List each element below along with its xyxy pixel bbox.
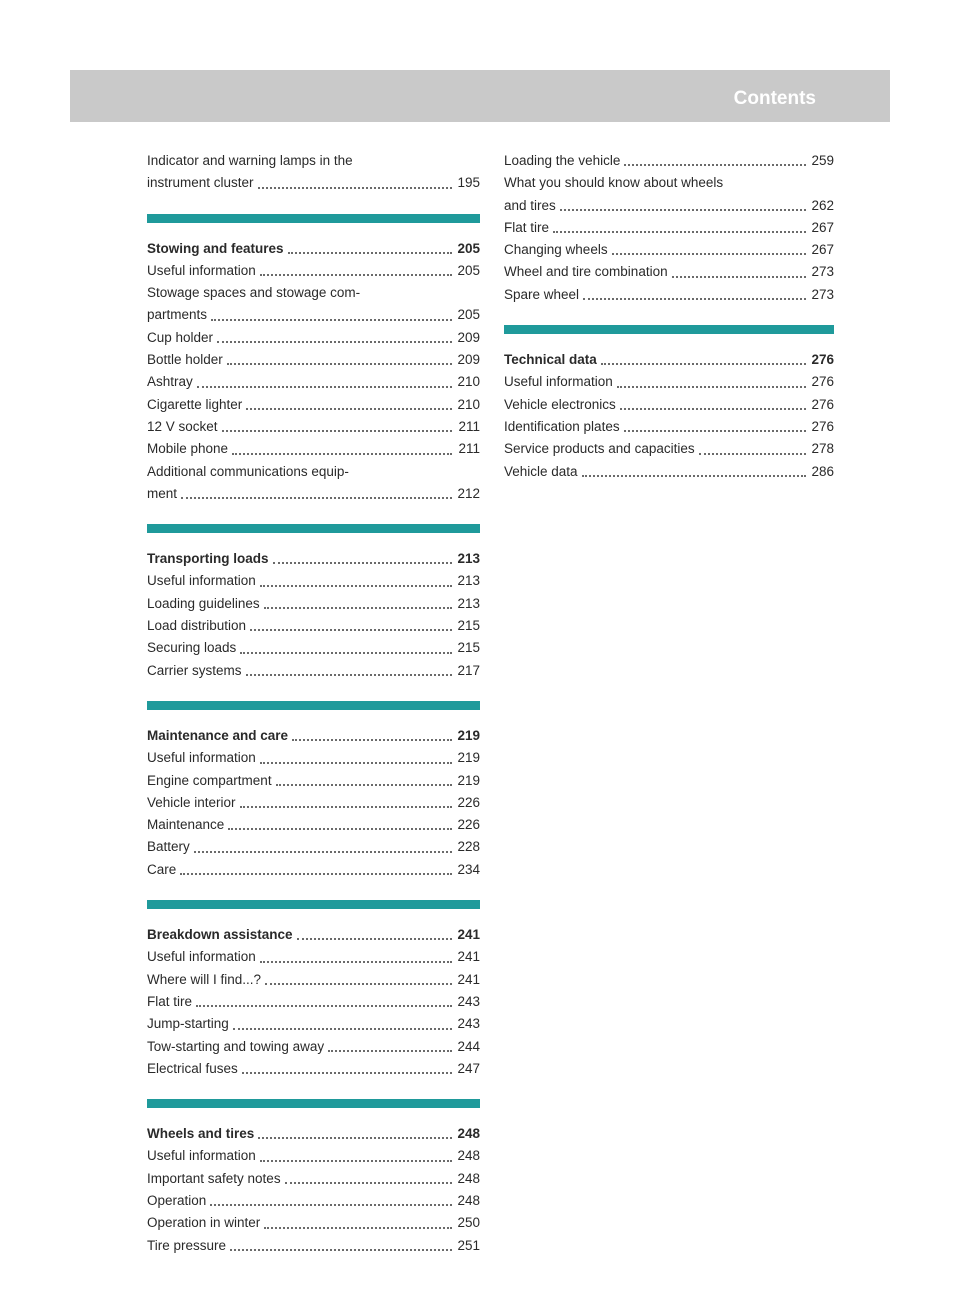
toc-entry[interactable]: [147, 792, 480, 814]
toc-entry[interactable]: [147, 260, 480, 282]
section-heading[interactable]: [147, 725, 480, 747]
dot-leader: [601, 362, 806, 365]
section-heading-page: 241: [457, 927, 480, 943]
toc-entry[interactable]: [147, 1168, 480, 1190]
dot-leader: [273, 561, 452, 564]
toc-entry-label: Engine compartment: [147, 772, 272, 788]
toc-entry-page: 234: [457, 861, 480, 877]
intro-entry-block: [147, 150, 480, 195]
toc-entry-page: 248: [457, 1192, 480, 1208]
toc-section: [504, 325, 834, 483]
dot-leader: [258, 186, 452, 189]
toc-entry-page: 267: [811, 219, 834, 235]
dot-leader: [612, 252, 806, 255]
toc-entry-page: 219: [457, 772, 480, 788]
toc-entry-label: Load distribution: [147, 618, 247, 634]
toc-entry-page: 212: [457, 485, 480, 501]
dot-leader: [240, 651, 452, 654]
toc-entry-label: Important safety notes: [147, 1170, 281, 1186]
section-body: [147, 533, 480, 682]
toc-entry-label: Carrier systems: [147, 662, 242, 678]
toc-entry-page: 250: [457, 1215, 480, 1231]
toc-entry-label: Mobile phone: [147, 441, 229, 457]
section-rule: [504, 325, 834, 334]
toc-entry-label: Electrical fuses: [147, 1060, 238, 1076]
section-body: [147, 909, 480, 1080]
toc-entry-page: 247: [457, 1060, 480, 1076]
dot-leader: [181, 496, 452, 499]
toc-entry[interactable]: [147, 1036, 480, 1058]
toc-entry[interactable]: [504, 217, 834, 239]
dot-leader: [620, 407, 806, 410]
dot-leader: [230, 1248, 452, 1251]
section-heading-label: Maintenance and care: [147, 727, 289, 743]
toc-entry-label: 12 V socket: [147, 418, 218, 434]
toc-entry-page: 286: [811, 463, 834, 479]
toc-entry-label: Flat tire: [147, 993, 193, 1009]
dot-leader: [246, 673, 452, 676]
dot-leader: [260, 1159, 452, 1162]
toc-entry[interactable]: [147, 637, 480, 659]
toc-entry[interactable]: [504, 195, 834, 217]
section-rule: [147, 524, 480, 533]
dot-leader: [297, 937, 452, 940]
toc-entry-label: Cigarette lighter: [147, 396, 243, 412]
toc-entry-label: Jump-starting: [147, 1016, 229, 1032]
toc-entry[interactable]: [147, 946, 480, 968]
dot-leader: [227, 362, 452, 365]
toc-entry[interactable]: [147, 1013, 480, 1035]
toc-entry-page: 215: [457, 618, 480, 634]
toc-entry-page: 276: [811, 396, 834, 412]
toc-section: [147, 1099, 480, 1257]
contents-column-left: [147, 150, 480, 1276]
dot-leader: [246, 407, 452, 410]
section-heading-page: 276: [811, 352, 834, 368]
toc-entry-label: Tire pressure: [147, 1237, 227, 1253]
toc-entry-page: 209: [457, 329, 480, 345]
dot-leader: [210, 1203, 452, 1206]
dot-leader: [194, 850, 452, 853]
section-heading-label: Breakdown assistance: [147, 927, 293, 943]
toc-entry-label: Where will I find...?: [147, 971, 262, 987]
toc-entry-continuation: Indicator and warning lamps in the: [147, 153, 353, 168]
toc-entry[interactable]: [147, 1145, 480, 1167]
toc-section: [147, 214, 480, 506]
section-body: [147, 223, 480, 506]
dot-leader: [222, 429, 452, 432]
section-heading-page: 213: [457, 551, 480, 567]
toc-entry[interactable]: [147, 483, 480, 505]
dot-leader: [211, 318, 452, 321]
toc-entry[interactable]: [504, 438, 834, 460]
toc-entry[interactable]: [504, 261, 834, 283]
dot-leader: [250, 628, 452, 631]
toc-entry[interactable]: [147, 349, 480, 371]
toc-entry-label: instrument cluster: [147, 175, 254, 191]
section-body: [147, 710, 480, 881]
toc-entry-page: 244: [457, 1038, 480, 1054]
section-rule: [147, 701, 480, 710]
toc-entry[interactable]: [147, 859, 480, 881]
toc-entry[interactable]: [147, 660, 480, 682]
dot-leader: [265, 982, 452, 985]
toc-entry-label: Operation: [147, 1192, 207, 1208]
toc-entry-page: 211: [458, 418, 480, 434]
toc-entry[interactable]: [147, 1235, 480, 1257]
dot-leader: [288, 251, 452, 254]
section-heading-label: Transporting loads: [147, 551, 269, 567]
dot-leader: [553, 230, 806, 233]
toc-entry-page: 248: [457, 1170, 480, 1186]
section-heading-label: Wheels and tires: [147, 1126, 255, 1142]
toc-entry[interactable]: [147, 327, 480, 349]
dot-leader: [276, 783, 452, 786]
toc-entry-label: Spare wheel: [504, 286, 580, 302]
dot-leader: [260, 584, 452, 587]
toc-entry-page: 195: [457, 175, 480, 191]
toc-entry-page: 276: [811, 418, 834, 434]
toc-entry-label: Vehicle interior: [147, 794, 236, 810]
toc-entry-label: Battery: [147, 839, 190, 855]
toc-entry[interactable]: [147, 991, 480, 1013]
section-body: [147, 1108, 480, 1257]
dot-leader: [264, 1226, 452, 1229]
section-rule: [147, 214, 480, 223]
dot-leader: [233, 1027, 452, 1030]
section-heading-label: Stowing and features: [147, 240, 284, 256]
dot-leader: [285, 1181, 452, 1184]
toc-entry-continuation: What you should know about wheels: [504, 175, 724, 191]
toc-entry-label: Vehicle data: [504, 463, 578, 479]
toc-entry-page: 217: [457, 662, 480, 678]
toc-entry-page: 243: [457, 1016, 480, 1032]
section-body: [504, 334, 834, 483]
dot-leader: [328, 1049, 452, 1052]
toc-entry[interactable]: [147, 1190, 480, 1212]
toc-entry-continuation: Stowage spaces and stowage com-: [147, 285, 361, 301]
dot-leader: [617, 385, 806, 388]
toc-entry-page: 209: [457, 352, 480, 368]
toc-entry[interactable]: [147, 615, 480, 637]
toc-entry-page: 205: [457, 307, 480, 323]
toc-entry-page: 205: [457, 262, 480, 278]
toc-entry[interactable]: [147, 593, 480, 615]
toc-entry-page: 276: [811, 374, 834, 390]
section-rule: [147, 900, 480, 909]
dot-leader: [242, 1071, 452, 1074]
toc-entry-page: 226: [457, 817, 480, 833]
toc-entry-label: and tires: [504, 197, 556, 213]
toc-entry[interactable]: [147, 969, 480, 991]
toc-entry[interactable]: [504, 461, 834, 483]
toc-entry[interactable]: [147, 304, 480, 326]
toc-entry-page: 210: [457, 396, 480, 412]
section-heading-page: 248: [457, 1126, 480, 1142]
toc-entry-page: 241: [457, 949, 480, 965]
toc-entry[interactable]: [504, 394, 834, 416]
toc-entry-label: Flat tire: [504, 219, 550, 235]
toc-entry-label: Useful information: [504, 374, 613, 390]
dot-leader: [292, 738, 452, 741]
toc-entry-label: Useful information: [147, 750, 256, 766]
toc-entry-page: 241: [457, 971, 480, 987]
toc-entry[interactable]: [147, 394, 480, 416]
toc-entry-label: Changing wheels: [504, 242, 608, 258]
toc-entry-page: 278: [811, 441, 834, 457]
toc-entry-label: Ashtray: [147, 374, 193, 390]
dot-leader: [258, 1136, 452, 1139]
dot-leader: [672, 275, 806, 278]
toc-entry-label: Loading guidelines: [147, 595, 260, 611]
dot-leader: [624, 429, 806, 432]
toc-entry[interactable]: [147, 438, 480, 460]
dot-leader: [260, 273, 452, 276]
dot-leader: [260, 761, 452, 764]
toc-entry-page: 211: [458, 441, 480, 457]
toc-entry-page: 262: [811, 197, 834, 213]
section-heading[interactable]: [147, 548, 480, 570]
dot-leader: [196, 1004, 452, 1007]
toc-entry-label: Useful information: [147, 573, 256, 589]
dot-leader: [582, 474, 806, 477]
toc-entry[interactable]: [147, 770, 480, 792]
toc-entry[interactable]: [147, 1212, 480, 1234]
toc-entry[interactable]: [504, 416, 834, 438]
toc-entry-page: 273: [811, 264, 834, 280]
toc-entry[interactable]: [504, 284, 834, 306]
toc-entry-page: 213: [457, 595, 480, 611]
toc-entry-page: 228: [457, 839, 480, 855]
toc-entry-label: partments: [147, 307, 208, 323]
toc-entry-continuation: Additional communications equip-: [147, 463, 349, 479]
toc-entry-label: Wheel and tire combination: [504, 264, 668, 280]
toc-entry-label: Bottle holder: [147, 352, 223, 368]
toc-entry[interactable]: [147, 416, 480, 438]
toc-entry-label: Maintenance: [147, 817, 225, 833]
dot-leader: [560, 208, 806, 211]
toc-entry[interactable]: [147, 814, 480, 836]
toc-entry[interactable]: [147, 747, 480, 769]
toc-section: [147, 524, 480, 682]
dot-leader: [228, 827, 452, 830]
contents-column-right: [504, 150, 834, 502]
header-bar: [70, 70, 938, 122]
toc-entry-label: Cup holder: [147, 329, 214, 345]
dot-leader: [260, 960, 452, 963]
section-heading[interactable]: [147, 1123, 480, 1145]
section-rule: [147, 1099, 480, 1108]
section-heading[interactable]: [147, 238, 480, 260]
toc-entry-page: 259: [811, 153, 834, 168]
dot-leader: [217, 340, 452, 343]
header-title: Contents: [733, 88, 816, 109]
toc-section: [147, 900, 480, 1080]
toc-entry[interactable]: [147, 371, 480, 393]
dot-leader: [232, 452, 452, 455]
section-heading-page: 219: [457, 727, 480, 743]
toc-entry-page: 215: [457, 640, 480, 656]
toc-entry-page: 273: [811, 286, 834, 302]
toc-entry-page: 213: [457, 573, 480, 589]
toc-entry-page: 219: [457, 750, 480, 766]
toc-entry-page: 248: [457, 1148, 480, 1164]
toc-entry-label: Care: [147, 861, 177, 877]
toc-entry-label: Securing loads: [147, 640, 237, 656]
toc-entry-label: Operation in winter: [147, 1215, 261, 1231]
toc-section: [147, 701, 480, 881]
toc-entry-label: Vehicle electronics: [504, 396, 616, 412]
toc-entry[interactable]: [147, 172, 480, 194]
dot-leader: [197, 385, 452, 388]
toc-entry[interactable]: [147, 836, 480, 858]
toc-entry[interactable]: [504, 150, 834, 172]
toc-entry-label: Loading the vehicle: [504, 153, 621, 168]
right-top-entry-block: [504, 150, 834, 306]
toc-entry-label: Tow-starting and towing away: [147, 1038, 325, 1054]
toc-entry-label: Useful information: [147, 262, 256, 278]
toc-entry-page: 210: [457, 374, 480, 390]
toc-entry[interactable]: [147, 1058, 480, 1080]
toc-entry-label: Useful information: [147, 949, 256, 965]
dot-leader: [264, 606, 452, 609]
toc-entry-label: Service products and capacities: [504, 441, 695, 457]
toc-entry-page: 226: [457, 794, 480, 810]
toc-entry-label: Useful information: [147, 1148, 256, 1164]
section-heading-label: Technical data: [504, 352, 597, 368]
dot-leader: [180, 872, 452, 875]
dot-leader: [699, 452, 806, 455]
toc-entry-page: 267: [811, 242, 834, 258]
header-page-number: 3: [926, 88, 938, 109]
toc-entry-page: 243: [457, 993, 480, 1009]
toc-entry-label: ment: [147, 485, 178, 501]
toc-entry-label: Identification plates: [504, 418, 620, 434]
dot-leader: [583, 297, 806, 300]
section-heading[interactable]: [504, 349, 834, 371]
toc-entry[interactable]: [147, 570, 480, 592]
toc-entry[interactable]: [504, 239, 834, 261]
toc-entry-page: 251: [457, 1237, 480, 1253]
toc-entry[interactable]: [504, 371, 834, 393]
dot-leader: [240, 805, 452, 808]
dot-leader: [624, 163, 806, 166]
section-heading-page: 205: [457, 240, 480, 256]
section-heading[interactable]: [147, 924, 480, 946]
